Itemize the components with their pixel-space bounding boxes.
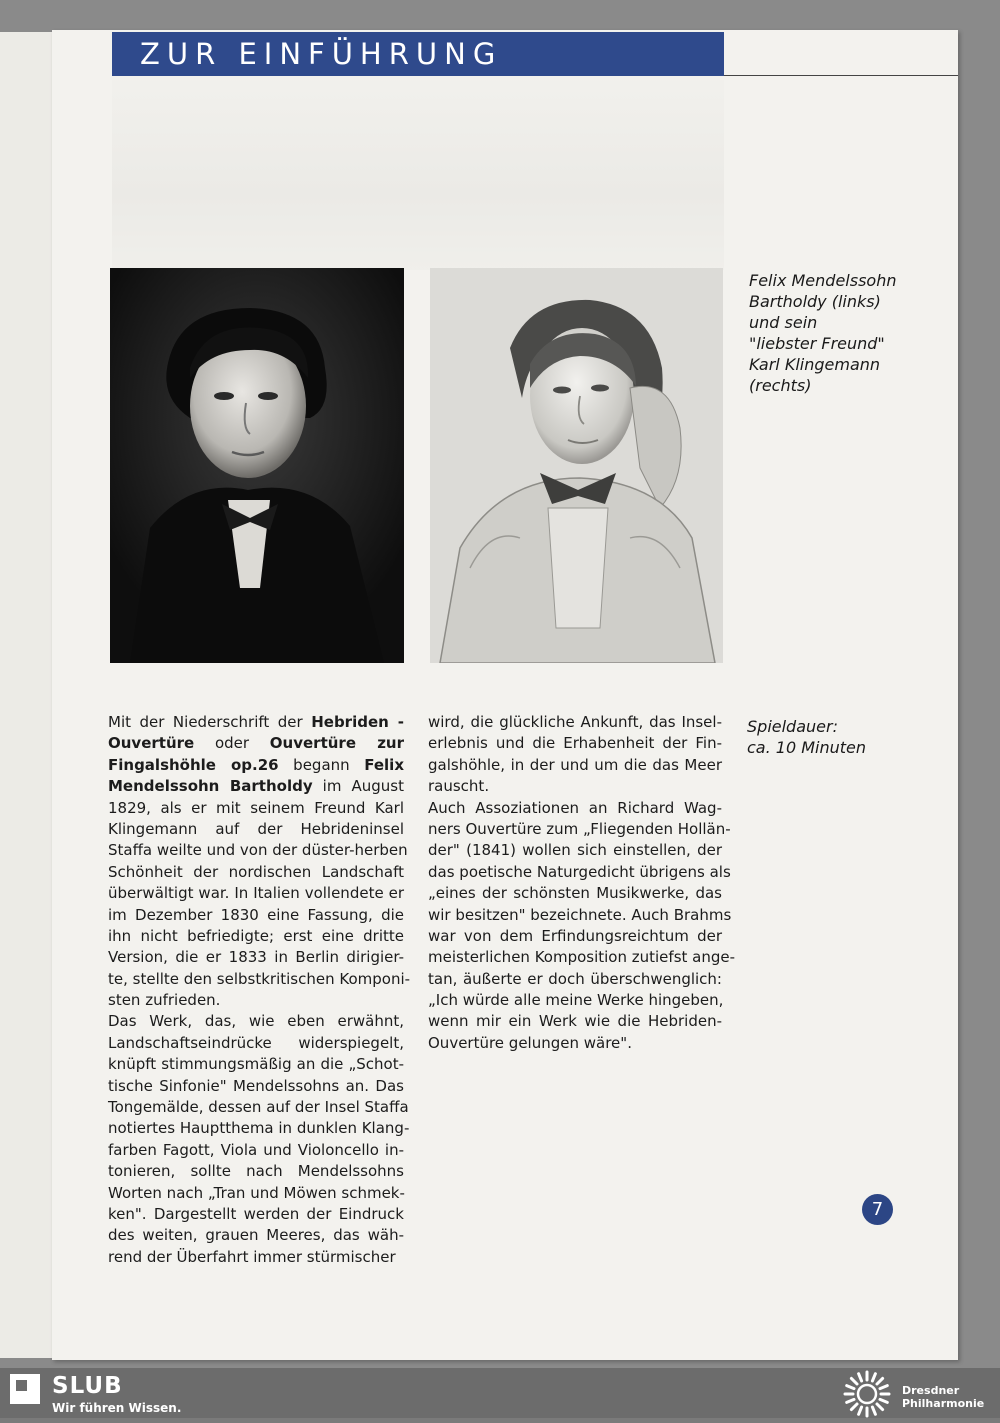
previous-page-edge: [0, 32, 53, 1358]
text-line: [428, 712, 722, 733]
text-run: sten zufrieden.: [108, 991, 221, 1010]
text-line: [428, 862, 731, 883]
portrait-klingemann: [430, 268, 723, 663]
body-column-left: [108, 712, 411, 1268]
text-run: „eines der schönsten Musikwerke, das: [428, 884, 722, 903]
text-run: Schönheit der nordischen Landschaft: [108, 862, 404, 881]
text-line: [108, 712, 404, 733]
text-run: der" (1841) wollen sich einstellen, der: [428, 841, 722, 860]
text-line: [428, 969, 722, 990]
show-through-area: [112, 80, 724, 270]
text-run: überwältigt war. In Italien vollendete er: [108, 884, 404, 903]
text-line: [108, 969, 411, 990]
caption-line: "liebster Freund": [749, 334, 885, 353]
text-line: [108, 1247, 404, 1268]
text-line: [428, 1011, 722, 1032]
text-run: Mit der Niederschrift der: [108, 713, 312, 731]
text-line: [428, 776, 722, 797]
bold-phrase: Mendelssohn Bartholdy: [108, 777, 313, 796]
text-line: [108, 755, 404, 776]
text-line: [428, 905, 732, 926]
text-run: wenn mir ein Werk wie die Hebriden-: [428, 1012, 722, 1031]
text-run: rend der Überfahrt immer stürmischer: [108, 1247, 396, 1266]
text-run: Landschaftseindrücke widerspiegelt,: [108, 1033, 404, 1052]
text-line: [428, 840, 722, 861]
slub-logo-icon: [10, 1374, 40, 1404]
text-line: [108, 1204, 404, 1225]
text-line: [108, 990, 404, 1011]
text-line: [108, 840, 408, 861]
text-run: begann: [278, 755, 365, 774]
text-run: erlebnis und die Erhabenheit der Fin-: [428, 734, 722, 753]
text-run: das poetische Naturgedicht übrigens als: [428, 862, 731, 881]
text-line: [108, 1033, 404, 1054]
text-run: im Dezember 1830 eine Fassung, die: [108, 905, 404, 924]
portrait-mendelssohn-drawing: [110, 268, 404, 663]
text-run: tan, äußerte er doch überschwenglich:: [428, 969, 722, 988]
text-line: [108, 1118, 410, 1139]
philharmonie-logo-text: [902, 1384, 984, 1410]
text-line: [108, 1054, 404, 1075]
text-run: Version, die er 1833 in Berlin dirigier-: [108, 948, 404, 967]
portrait-klingemann-drawing: [430, 268, 723, 663]
text-line: [428, 798, 722, 819]
text-line: [428, 755, 722, 776]
text-line: [108, 905, 404, 926]
text-line: [108, 776, 404, 797]
caption-line: Felix Mendelssohn: [749, 271, 897, 290]
text-run: tonieren, sollte nach Mendelssohns: [108, 1162, 404, 1181]
text-line: [428, 990, 722, 1011]
text-line: [108, 819, 404, 840]
text-run: rauscht.: [428, 777, 490, 796]
text-run: farben Fagott, Viola und Violoncello in-: [108, 1140, 404, 1159]
text-line: [108, 1140, 404, 1161]
text-run: Auch Assoziationen an Richard Wag-: [428, 798, 722, 817]
header-rule: [724, 75, 958, 76]
caption-line: und sein: [749, 313, 818, 332]
duration-label: Spieldauer:: [747, 717, 838, 736]
text-run: Ouvertüre gelungen wäre".: [428, 1033, 632, 1052]
philharmonie-line: Philharmonie: [902, 1397, 985, 1410]
text-line: [428, 947, 736, 968]
text-line: [108, 733, 404, 754]
duration-value: ca. 10 Minuten: [747, 738, 867, 757]
text-run: Tongemälde, dessen auf der Insel Staffa: [108, 1098, 409, 1117]
text-run: knüpft stimmungsmäßig an die „Schot-: [108, 1055, 404, 1074]
philharmonie-line: Dresdner: [902, 1384, 960, 1397]
text-run: „Ich würde alle meine Werke hingeben,: [428, 991, 724, 1010]
text-line: [428, 819, 731, 840]
text-line: [108, 862, 404, 883]
text-line: [108, 1076, 404, 1097]
text-run: des weiten, grauen Meeres, das wäh-: [108, 1226, 404, 1245]
image-caption: [749, 270, 896, 396]
text-line: [428, 883, 722, 904]
text-run: ihn nicht befriedigte; erst eine dritte: [108, 926, 404, 945]
text-run: Das Werk, das, wie eben erwähnt,: [108, 1012, 404, 1031]
section-title: ZUR EINFÜHRUNG: [140, 37, 503, 71]
slub-tagline: Wir führen Wissen.: [52, 1401, 182, 1415]
text-run: oder: [194, 734, 270, 753]
duration-note: [747, 716, 866, 758]
slub-logo-text: SLUB: [52, 1373, 123, 1399]
text-run: Worten nach „Tran und Möwen schmek-: [108, 1183, 405, 1202]
text-line: [428, 1033, 722, 1054]
text-line: [108, 947, 404, 968]
text-line: [108, 1183, 404, 1204]
caption-line: Bartholdy (links): [749, 292, 881, 311]
bold-phrase: Fingalshöhle op.26: [108, 755, 279, 774]
caption-line: Karl Klingemann: [749, 355, 881, 374]
bold-phrase: Felix: [364, 755, 404, 774]
text-line: [108, 883, 404, 904]
text-run: ken". Dargestellt werden der Eindruck: [108, 1204, 404, 1223]
text-line: [108, 1097, 409, 1118]
text-run: Staffa weilte und von der düster-herben: [108, 841, 408, 860]
text-line: [108, 1011, 404, 1032]
portrait-mendelssohn: [110, 268, 404, 663]
text-line: [428, 733, 722, 754]
text-line: [108, 1161, 404, 1182]
text-run: te, stellte den selbstkritischen Komponi-: [108, 969, 411, 988]
text-run: meisterlichen Komposition zutiefst ange-: [428, 948, 736, 967]
text-run: Klingemann auf der Hebrideninsel: [108, 819, 404, 838]
body-column-right: [428, 712, 736, 1054]
bold-phrase: Ouvertüre zur: [269, 734, 404, 753]
bold-phrase: Ouvertüre: [108, 734, 195, 753]
philharmonie-logo-icon: [842, 1369, 892, 1419]
text-line: [108, 1225, 404, 1246]
text-run: war von dem Erfindungsreichtum der: [428, 926, 722, 945]
bold-phrase: Hebriden -: [311, 713, 405, 731]
text-run: wir besitzen" bezeichnete. Auch Brahms: [428, 905, 732, 924]
text-run: tische Sinfonie" Mendelssohns an. Das: [108, 1076, 404, 1095]
text-run: im August: [312, 777, 404, 796]
text-run: 1829, als er mit seinem Freund Karl: [108, 798, 404, 817]
caption-line: (rechts): [749, 376, 812, 395]
text-line: [108, 926, 404, 947]
text-run: ners Ouvertüre zum „Fliegenden Hollän-: [428, 819, 731, 838]
text-line: [108, 798, 404, 819]
page-number: 7: [862, 1194, 893, 1225]
text-run: wird, die glückliche Ankunft, das Insel-: [428, 713, 722, 731]
text-line: [428, 926, 722, 947]
text-run: galshöhle, in der und um die das Meer: [428, 755, 722, 774]
text-run: notiertes Hauptthema in dunklen Klang-: [108, 1119, 410, 1138]
